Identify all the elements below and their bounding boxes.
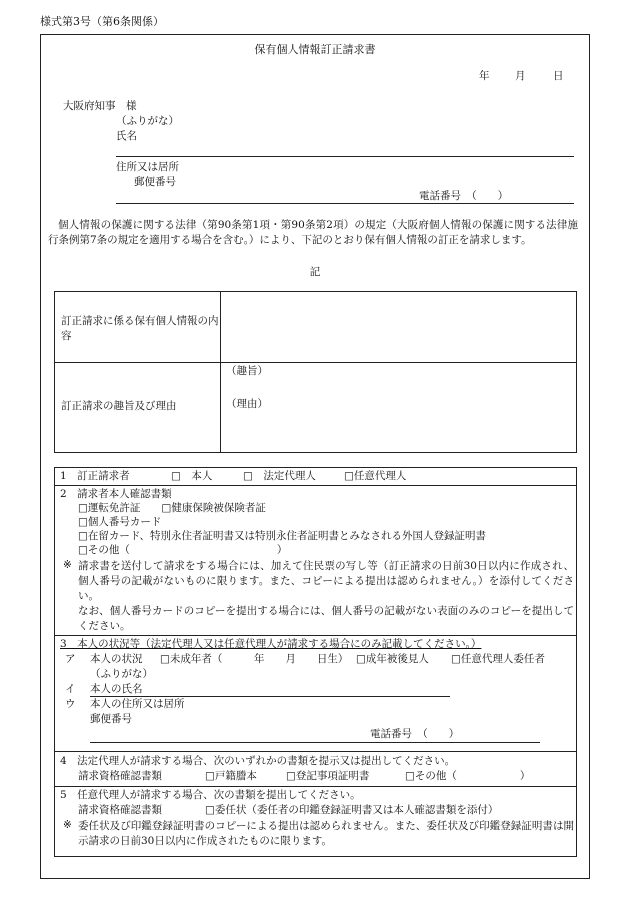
section3-option-minor[interactable]: □未成年者（ 年 月 日生） xyxy=(160,653,349,665)
date-month[interactable]: 月 xyxy=(515,70,526,82)
section3-address-line[interactable] xyxy=(90,742,540,743)
section4-option-family-register[interactable]: □戸籍謄本 xyxy=(205,770,257,782)
form-number: 様式第3号（第6条関係） xyxy=(40,15,164,28)
section1-option-self[interactable]: □ 本人 xyxy=(171,470,213,482)
section-divider-2 xyxy=(54,635,577,636)
table-reason-label[interactable]: （理由） xyxy=(226,398,268,410)
requester-phone-label: 電話番号 （ ） xyxy=(419,190,509,202)
table-row1-input[interactable] xyxy=(226,297,574,359)
section3-address-label: 本人の住所又は居所 xyxy=(90,698,185,710)
section1-label: 1 訂正請求者 xyxy=(60,470,130,482)
requester-postal-label: 郵便番号 xyxy=(134,176,176,188)
table-divider-vertical xyxy=(220,291,221,453)
section5-note-mark: ※ xyxy=(63,819,72,831)
section3-postal-label: 郵便番号 xyxy=(90,713,132,725)
table-row1-label: 訂正請求に係る保有個人情報の内容 xyxy=(61,315,219,342)
date-year[interactable]: 年 xyxy=(479,70,490,82)
section3-person-name-label: 本人の氏名 xyxy=(90,683,143,695)
section3-a-label: 本人の状況 xyxy=(90,653,143,665)
section5-note: 委任状及び印鑑登録証明書のコピーによる提出は認められません。また、委任状及び印鑑登録証明書は開示請求の日前30日以内に作成されたものに限ります。 xyxy=(78,820,574,847)
requester-furigana-label: （ふりがな） xyxy=(116,115,179,127)
section4-label: 4 法定代理人が請求する場合、次のいずれかの書類を提示又は提出してください。 xyxy=(60,755,456,767)
section4-docs-label: 請求資格確認書類 xyxy=(78,770,162,782)
requester-address-label: 住所又は居所 xyxy=(116,161,179,173)
section2-item-residence-card[interactable]: □在留カード、特別永住者証明書又は特別永住者証明書とみなされる外国人登録証明書 xyxy=(78,530,486,542)
section2-item-license[interactable]: □運転免許証 □健康保険被保険者証 xyxy=(78,502,266,514)
section3-person-name-line[interactable] xyxy=(90,696,450,697)
section1-option-voluntary-agent[interactable]: □任意代理人 xyxy=(344,470,407,482)
section2-note1: 請求書を送付して請求をする場合には、加えて住民票の写し等（訂正請求の日前30日以内に作成され、個人番号の記載がないものに限ります。また、コピーによる提出は認められません。）を添付してください。 xyxy=(78,560,574,602)
addressee: 大阪府知事 様 xyxy=(63,100,137,112)
form-title: 保有個人情報訂正請求書 xyxy=(254,43,376,56)
section2-item-mynumber[interactable]: □個人番号カード xyxy=(78,516,162,528)
section3-furigana-label: （ふりがな） xyxy=(90,668,153,680)
section5-option-power-of-attorney[interactable]: □委任状（委任者の印鑑登録証明書又は本人確認書類を添付） xyxy=(205,804,499,816)
date-day[interactable]: 日 xyxy=(553,70,564,82)
section3-i-mark: イ xyxy=(65,683,76,695)
section5-docs-label: 請求資格確認書類 xyxy=(78,804,162,816)
table-row2-label: 訂正請求の趣旨及び理由 xyxy=(61,400,177,412)
section5-label: 5 任意代理人が請求する場合、次の書類を提出してください。 xyxy=(60,789,361,801)
section2-item-other[interactable]: □その他（ ） xyxy=(78,544,288,556)
section3-option-adult-ward[interactable]: □成年被後見人 xyxy=(356,653,429,665)
section2-note2: なお、個人番号カードのコピーを提出する場合には、個人番号の記載がない表面のみのコピーを提出してください。 xyxy=(78,605,574,632)
section2-label: 2 請求者本人確認書類 xyxy=(60,488,172,500)
requester-name-label: 氏名 xyxy=(116,130,137,142)
section-divider-1 xyxy=(54,485,577,486)
request-body-text: 個人情報の保護に関する法律（第90条第1項・第90条第2項）の規定（大阪府個人情報の保護に関する法律施行条例第7条の規定を適用する場合を含む。）により、下記のとおり保有個人情報の訂正を請求します。 xyxy=(48,219,578,246)
requester-name-line[interactable] xyxy=(116,156,574,157)
section3-option-principal[interactable]: □任意代理人委任者 xyxy=(451,653,545,665)
requester-address-line[interactable] xyxy=(116,203,574,204)
section1-option-legal-agent[interactable]: □ 法定代理人 xyxy=(243,470,316,482)
ki-heading: 記 xyxy=(309,266,321,278)
section-divider-3 xyxy=(54,751,577,752)
section3-u-mark: ウ xyxy=(65,698,76,710)
table-divider-horizontal xyxy=(54,362,577,363)
section3-a-mark: ア xyxy=(65,653,76,665)
section3-label: 3 本人の状況等（法定代理人又は任意代理人が請求する場合にのみ記載してください。） xyxy=(60,638,482,650)
section3-phone-label: 電話番号 （ ） xyxy=(370,728,460,740)
section2-note-mark: ※ xyxy=(63,559,72,571)
section4-option-other[interactable]: □その他（ ） xyxy=(405,770,531,782)
section-divider-4 xyxy=(54,786,577,787)
section4-option-registry-certificate[interactable]: □登記事項証明書 xyxy=(286,770,370,782)
table-purpose-label[interactable]: （趣旨） xyxy=(226,365,268,377)
